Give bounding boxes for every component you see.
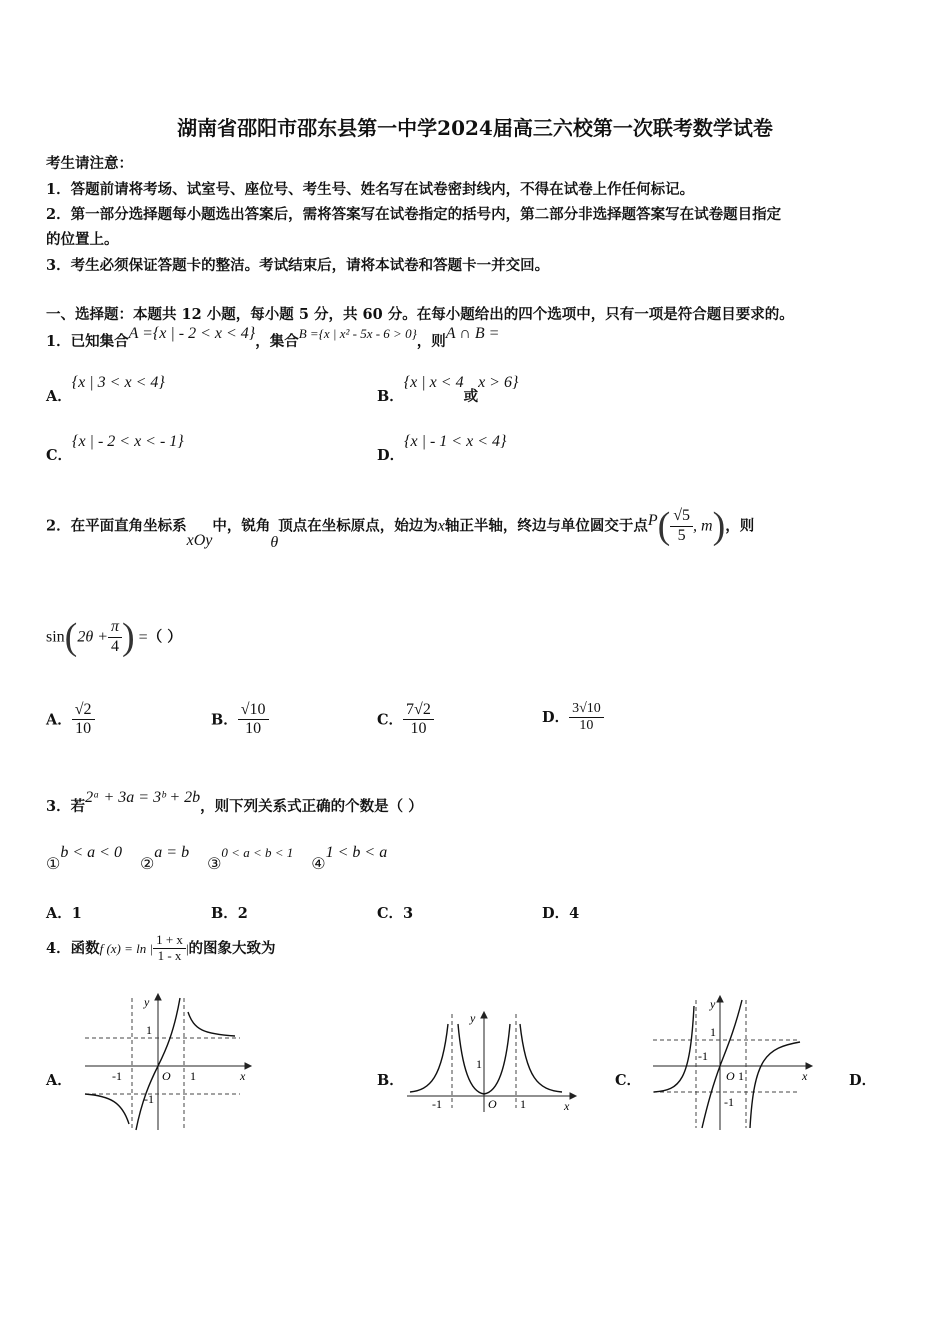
y-arrow-icon (481, 1012, 487, 1018)
q4-option-c-label[interactable]: C． (615, 1072, 642, 1089)
x-label: x (564, 1099, 570, 1113)
q1-text: ，则 (416, 333, 446, 350)
q3-option-d[interactable]: D．4 (542, 905, 580, 922)
origin-label: O (162, 1069, 171, 1083)
q2-text: 中，锐角 (212, 517, 271, 535)
option-fraction (403, 701, 434, 739)
q2-text: 顶点在坐标原点，始边为 (278, 517, 438, 535)
x-arrow-icon (570, 1093, 576, 1099)
option-fraction (238, 701, 269, 739)
curve-right (188, 1012, 235, 1036)
frac-num: 1 + x (153, 933, 186, 949)
q1-option-d[interactable] (377, 433, 507, 465)
frac-num: √2 (72, 701, 95, 720)
y-label: y (710, 997, 716, 1011)
frac-den: 10 (410, 720, 427, 738)
q4-text: 的图象大致为 (188, 939, 276, 957)
frac-num: 3√10 (569, 701, 604, 718)
point-p: P (647, 511, 658, 529)
q3-option-a[interactable]: A．1 (46, 905, 82, 922)
option-label: C． (46, 447, 73, 464)
frac-den: 5 (677, 526, 686, 544)
tick-label: 1 (146, 1023, 152, 1037)
frac-num: π (108, 618, 122, 637)
q1-text: ，集合 (255, 333, 299, 350)
intersection-expr: A ∩ B = (445, 325, 500, 342)
q3-text: ，则下列关系式正确的个数是（ ） (200, 798, 423, 815)
q4-option-b-label[interactable]: B． (377, 1072, 404, 1089)
notice-item: 2．第一部分选择题每小题选出答案后，需将答案写在试卷指定的括号内，第二部分非选择题答案写在试卷题目指定 (46, 206, 782, 223)
option-label: D． (542, 709, 570, 727)
frac-den: 4 (110, 637, 119, 655)
inner-expr: 2θ + (77, 628, 108, 646)
tick-label: -1 (724, 1095, 734, 1109)
q2-option-b[interactable] (211, 701, 269, 739)
graph-c[interactable] (650, 992, 820, 1134)
x-arrow-icon (245, 1063, 251, 1069)
q3-statements (46, 842, 388, 873)
tick-label: 1 (738, 1069, 744, 1083)
point-x-frac (670, 507, 693, 545)
graph-a[interactable] (80, 990, 255, 1138)
option-value: {x | - 2 < x < - 1} (72, 433, 184, 450)
option-label: C． (377, 711, 404, 729)
option-or: 或 (463, 388, 479, 405)
answer-blank: （ ） (147, 628, 182, 646)
statement-marker: ① (46, 856, 61, 873)
tick-label: -1 (112, 1069, 122, 1083)
q2-text: ，则 (725, 517, 755, 535)
q4-option-a-label[interactable]: A． (46, 1072, 72, 1089)
option-label: B． (211, 711, 238, 729)
frac-den: 10 (579, 718, 594, 734)
q1-text: 1．已知集合 (46, 333, 129, 350)
option-label: D． (377, 447, 405, 464)
option-value: {x | - 1 < x < 4} (404, 433, 507, 450)
statement-1: b < a < 0 (60, 844, 122, 861)
option-value: x > 6} (478, 374, 519, 391)
option-label: B． (377, 388, 404, 405)
frac-num: √10 (238, 701, 269, 720)
notice-heading: 考生请注意： (46, 155, 133, 172)
option-value: {x | x < 4 (403, 374, 464, 391)
statement-3: 0 < a < b < 1 (221, 845, 294, 860)
q3-option-b[interactable]: B．2 (211, 905, 248, 922)
theta: θ (270, 533, 279, 551)
tick-label: 1 (190, 1069, 196, 1083)
page-title: 湖南省邵阳市邵东县第一中学2024届高三六校第一次联考数学试卷 (177, 116, 773, 140)
curve-left (654, 1006, 694, 1092)
y-label: y (144, 995, 150, 1009)
notice-item: 的位置上。 (46, 231, 119, 248)
q2-option-a[interactable] (46, 701, 95, 739)
question-1 (46, 325, 500, 351)
q2-option-c[interactable] (377, 701, 434, 739)
tick-label: -1 (698, 1049, 708, 1063)
frac-num: √5 (670, 507, 693, 526)
y-label: y (470, 1011, 476, 1025)
q3-option-c[interactable]: C．3 (377, 905, 414, 922)
option-value: {x | 3 < x < 4} (71, 374, 165, 391)
q3-text: 3．若 (46, 798, 86, 815)
set-a: A ={x | - 2 < x < 4} (128, 325, 256, 342)
curve-far-left (410, 1024, 448, 1092)
option-label: A． (46, 388, 72, 405)
q2-option-d[interactable] (542, 701, 604, 734)
statement-4: 1 < b < a (325, 844, 388, 861)
abs-bar: | (185, 940, 189, 956)
notice-item: 3．考生必须保证答题卡的整洁。考试结束后，请将本试卷和答题卡一并交回。 (46, 257, 550, 274)
point-y: , m (693, 517, 713, 535)
option-fraction (72, 701, 95, 739)
paren-right: ) (122, 616, 135, 658)
tick-label: -1 (432, 1097, 442, 1111)
q2-text: 2．在平面直角坐标系 (46, 517, 187, 535)
tick-label: -1 (144, 1092, 154, 1106)
question-4 (46, 933, 276, 964)
tick-label: 1 (520, 1097, 526, 1111)
function-fraction (153, 933, 186, 964)
equals: = (138, 628, 148, 646)
tick-label: 1 (710, 1025, 716, 1039)
statement-2: a = b (154, 844, 190, 861)
curve-center (702, 1000, 742, 1128)
q2-expression (46, 615, 182, 659)
function-def: f (x) = ln | (99, 940, 154, 956)
statement-marker: ③ (207, 856, 222, 873)
curve-right (750, 1042, 800, 1128)
curve-left (85, 1094, 129, 1124)
paren-left: ( (64, 616, 78, 658)
graph-b[interactable] (404, 1008, 582, 1116)
q3-equation: 2ᵃ + 3a = 3ᵇ + 2b (85, 789, 201, 806)
frac-den: 10 (245, 720, 262, 738)
paren-left: ( (657, 505, 671, 547)
frac-den: 1 - x (157, 947, 182, 963)
statement-marker: ② (139, 856, 155, 873)
origin-label: O (488, 1097, 497, 1111)
question-2 (46, 504, 754, 564)
question-3 (46, 789, 423, 816)
sin-fn: sin (46, 628, 65, 646)
y-arrow-icon (717, 996, 723, 1002)
frac-num: 7√2 (403, 701, 434, 720)
option-fraction (569, 701, 604, 734)
pi-over-4 (108, 618, 122, 656)
curve-far-right (520, 1024, 562, 1092)
x-label: x (240, 1069, 246, 1083)
q1-option-c[interactable] (46, 433, 184, 465)
q4-option-d-label[interactable]: D． (849, 1072, 877, 1089)
coord-system: xOy (186, 531, 213, 549)
section-heading: 一、选择题：本题共 12 小题，每小题 5 分，共 60 分。在每小题给出的四个选项中，只有一项是符合题目要求的。 (46, 306, 794, 323)
paren-right: ) (712, 505, 726, 547)
notice-item: 1．答题前请将考场、试室号、座位号、考生号、姓名写在试卷密封线内，不得在试卷上作任何标记。 (46, 181, 695, 198)
q4-text: 4．函数 (46, 939, 100, 957)
q1-option-b[interactable] (377, 374, 519, 406)
q1-option-a[interactable] (46, 374, 165, 406)
set-b: B ={x | x² - 5x - 6 > 0} (298, 326, 417, 341)
q2-text: 轴正半轴，终边与单位圆交于点 (444, 517, 648, 535)
tick-label: 1 (476, 1057, 482, 1071)
y-arrow-icon (155, 994, 161, 1000)
statement-marker: ④ (311, 856, 326, 873)
frac-den: 10 (75, 720, 92, 738)
origin-label: O (726, 1069, 735, 1083)
option-label: A． (46, 711, 72, 729)
x-label: x (802, 1069, 808, 1083)
x-var: x (437, 517, 445, 535)
